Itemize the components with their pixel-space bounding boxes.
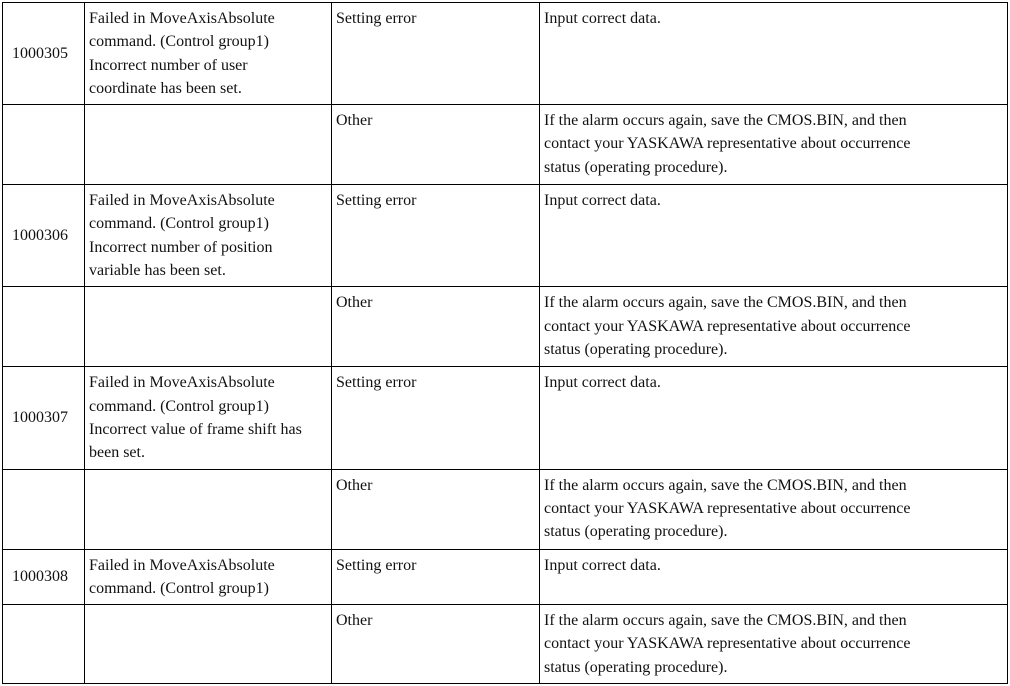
alarm-remedy: If the alarm occurs again, save the CMOS.BIN, and then contact your YASKAWA representative about occurrence status (operating procedure). (540, 105, 1008, 185)
alarm-description: Failed in MoveAxisAbsolute command. (Control group1) Incorrect number of user coordinate has been set. (85, 3, 332, 105)
empty-description-cell (85, 287, 332, 367)
alarm-code: 1000308 (3, 549, 85, 605)
alarm-cause: Other (332, 105, 540, 185)
alarm-row-1000305-other (3, 105, 1008, 185)
alarm-row-1000305 (3, 3, 1008, 105)
empty-description-cell (85, 469, 332, 549)
empty-code-cell (3, 105, 85, 185)
alarm-cause: Setting error (332, 367, 540, 469)
empty-code-cell (3, 287, 85, 367)
alarm-remedy: If the alarm occurs again, save the CMOS.BIN, and then contact your YASKAWA representative about occurrence status (operating procedure). (540, 605, 1008, 684)
alarm-remedy: If the alarm occurs again, save the CMOS.BIN, and then contact your YASKAWA representative about occurrence status (operating procedure). (540, 469, 1008, 549)
alarm-remedy: Input correct data. (540, 3, 1008, 105)
alarm-cause: Setting error (332, 185, 540, 287)
empty-code-cell (3, 605, 85, 684)
alarm-row-1000308-other (3, 605, 1008, 684)
alarm-row-1000306-other (3, 287, 1008, 367)
alarm-row-1000308 (3, 549, 1008, 605)
alarm-remedy: Input correct data. (540, 185, 1008, 287)
empty-description-cell (85, 605, 332, 684)
alarm-description: Failed in MoveAxisAbsolute command. (Control group1) Incorrect value of frame shift has been set. (85, 367, 332, 469)
alarm-remedy: Input correct data. (540, 367, 1008, 469)
alarm-cause: Other (332, 605, 540, 684)
alarm-description: Failed in MoveAxisAbsolute command. (Control group1) (85, 549, 332, 605)
alarm-cause: Other (332, 469, 540, 549)
alarm-remedy: Input correct data. (540, 549, 1008, 605)
alarm-code: 1000306 (3, 185, 85, 287)
alarm-code: 1000307 (3, 367, 85, 469)
alarm-row-1000307 (3, 367, 1008, 469)
alarm-row-1000306 (3, 185, 1008, 287)
alarm-table (2, 2, 1008, 684)
alarm-row-1000307-other (3, 469, 1008, 549)
alarm-cause: Setting error (332, 549, 540, 605)
empty-code-cell (3, 469, 85, 549)
alarm-remedy: If the alarm occurs again, save the CMOS.BIN, and then contact your YASKAWA representative about occurrence status (operating procedure). (540, 287, 1008, 367)
alarm-cause: Other (332, 287, 540, 367)
empty-description-cell (85, 105, 332, 185)
alarm-code: 1000305 (3, 3, 85, 105)
alarm-cause: Setting error (332, 3, 540, 105)
alarm-description: Failed in MoveAxisAbsolute command. (Control group1) Incorrect number of position variable has been set. (85, 185, 332, 287)
